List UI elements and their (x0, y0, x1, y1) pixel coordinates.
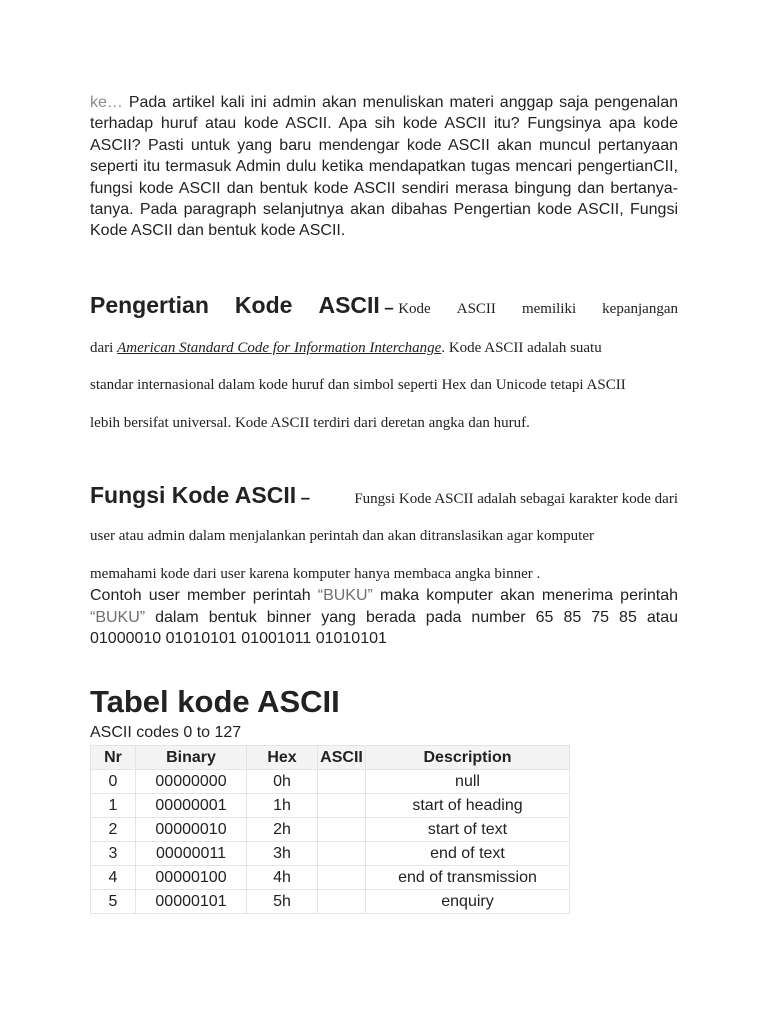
pengertian-dari: dari (90, 340, 114, 356)
ascii-definition-link[interactable]: American Standard Code for Information Interchange (117, 340, 442, 356)
header-hex: Hex (247, 746, 318, 770)
cell-nr: 5 (91, 890, 136, 914)
table-header-row (91, 746, 570, 770)
header-nr: Nr (91, 746, 136, 770)
fungsi-dash: – (300, 488, 311, 507)
cell-hex: 1h (247, 794, 318, 818)
cell-binary: 00000010 (136, 818, 247, 842)
example-paragraph (90, 585, 678, 650)
cell-description: end of text (366, 842, 570, 866)
cell-nr: 1 (91, 794, 136, 818)
cell-hex: 2h (247, 818, 318, 842)
pengertian-body-word: ASCII (456, 301, 496, 317)
pengertian-heading-word-2: Kode (234, 292, 293, 318)
cell-hex: 4h (247, 866, 318, 890)
example-text: dalam bentuk binner yang berada pada number 65 85 75 85 atau 01000010 01010101 01001011 01010101 (90, 608, 678, 647)
table-title: Tabel kode ASCII (90, 684, 340, 719)
table-row (91, 818, 570, 842)
pengertian-dash: – (384, 298, 394, 317)
pengertian-heading-word-1: Pengertian (90, 292, 209, 318)
fungsi-line-3: memahami kode dari user karena komputer hanya membaca angka binner . (90, 566, 541, 582)
pengertian-heading-group (318, 292, 430, 319)
cell-hex: 5h (247, 890, 318, 914)
table-row (91, 770, 570, 794)
intro-lead: ke… (90, 94, 123, 111)
cell-ascii (318, 770, 366, 794)
pengertian-line-2 (90, 340, 678, 357)
cell-nr: 0 (91, 770, 136, 794)
example-quote: “BUKU” (90, 608, 146, 626)
ascii-table (90, 745, 570, 914)
cell-ascii (318, 842, 366, 866)
cell-ascii (318, 866, 366, 890)
cell-ascii (318, 794, 366, 818)
cell-binary: 00000101 (136, 890, 247, 914)
cell-description: enquiry (366, 890, 570, 914)
table-row (91, 890, 570, 914)
example-text: Contoh user member perintah (90, 587, 318, 604)
pengertian-body-word: kepanjangan (602, 301, 678, 317)
intro-paragraph (90, 92, 678, 242)
cell-description: start of heading (366, 794, 570, 818)
intro-text: Pada artikel kali ini admin akan menuliskan materi anggap saja pengenalan terhadap huruf atau kode ASCII. Apa sih kode ASCII itu? Fungsinya apa kode ASCII? Pasti untuk yang baru mendengar kode ASCII akan muncul pertanyaan seperti itu termasuk Admin dulu ketika mendapatkan tugas mencari pengertianCII, fungsi kode ASCII dan bentuk kode ASCII sendiri merasa bingung dan bertanya-tanya. Pada paragraph selanjutnya akan dibahas Pengertian kode ASCII, Fungsi Kode ASCII dan bentuk kode ASCII. (90, 94, 678, 240)
pengertian-heading-word-3: ASCII (318, 292, 380, 318)
cell-hex: 0h (247, 770, 318, 794)
fungsi-line-1: Fungsi Kode ASCII adalah sebagai karakter kode dari (354, 491, 678, 507)
cell-description: null (366, 770, 570, 794)
cell-nr: 4 (91, 866, 136, 890)
example-quote: “BUKU” (317, 587, 373, 604)
table-caption: ASCII codes 0 to 127 (90, 724, 242, 741)
table-row (91, 794, 570, 818)
cell-nr: 3 (91, 842, 136, 866)
header-binary: Binary (136, 746, 247, 770)
fungsi-line-2: user atau admin dalam menjalankan perintah dan akan ditranslasikan agar komputer (90, 528, 594, 544)
pengertian-line-3: standar internasional dalam kode huruf dan simbol seperti Hex dan Unicode tetapi ASCII (90, 377, 626, 393)
fungsi-heading: Fungsi Kode ASCII (90, 482, 297, 508)
cell-description: start of text (366, 818, 570, 842)
cell-description: end of transmission (366, 866, 570, 890)
pengertian-body-word: Kode (398, 301, 431, 317)
table-row (91, 866, 570, 890)
cell-nr: 2 (91, 818, 136, 842)
cell-hex: 3h (247, 842, 318, 866)
example-text: maka komputer akan menerima perintah (372, 587, 678, 604)
cell-binary: 00000001 (136, 794, 247, 818)
pengertian-line-4: lebih bersifat universal. Kode ASCII terdiri dari deretan angka dan huruf. (90, 415, 530, 431)
fungsi-heading-group (90, 482, 310, 509)
header-ascii: ASCII (318, 746, 366, 770)
pengertian-line-2-rest: . Kode ASCII adalah suatu (441, 340, 602, 356)
cell-ascii (318, 890, 366, 914)
header-description: Description (366, 746, 570, 770)
cell-binary: 00000011 (136, 842, 247, 866)
cell-binary: 00000100 (136, 866, 247, 890)
cell-ascii (318, 818, 366, 842)
cell-binary: 00000000 (136, 770, 247, 794)
pengertian-body-word: memiliki (521, 301, 577, 317)
table-row (91, 842, 570, 866)
